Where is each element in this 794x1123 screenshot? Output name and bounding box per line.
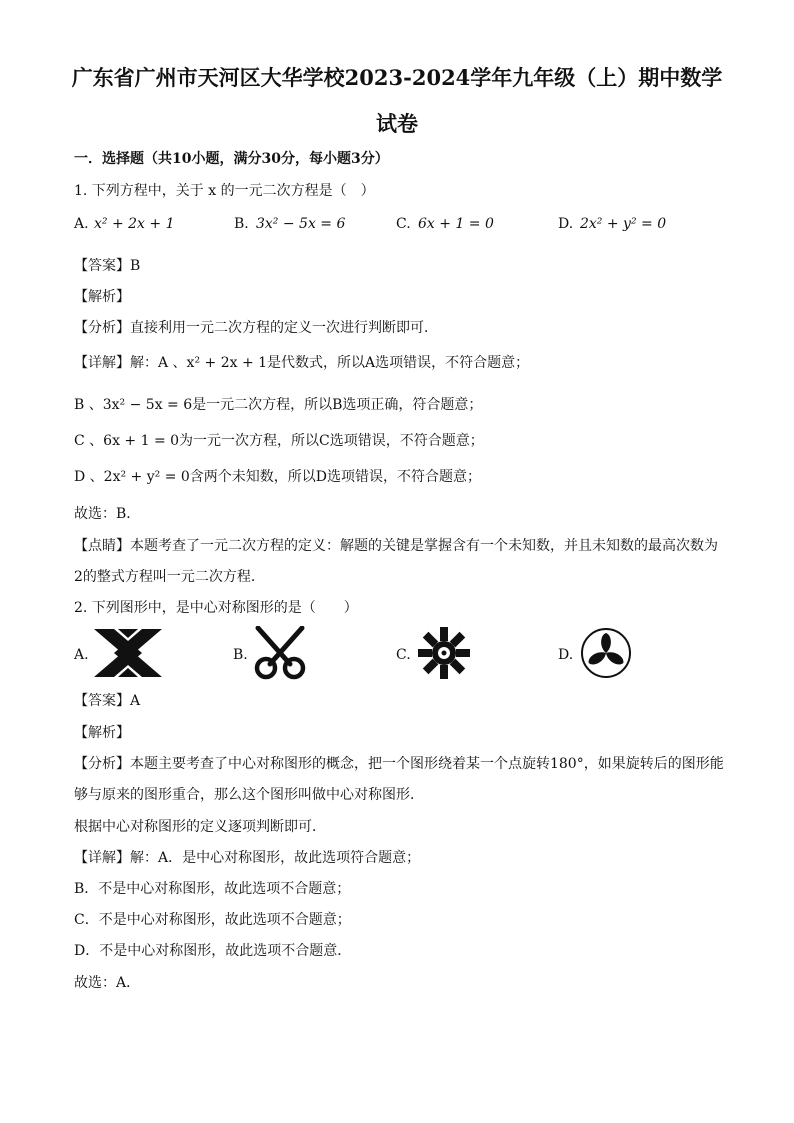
q1-option-d-label: D. — [558, 216, 574, 232]
page-title-continued: 试卷 — [376, 111, 418, 136]
q1-detail-c: C 、6x + 1 = 0为一元一次方程，所以C选项错误，不符合题意； — [74, 433, 484, 449]
q1-option-a-label: A. — [74, 216, 89, 232]
double-x-logo-icon — [92, 627, 164, 679]
q1-option-b: 3x² − 5x = 6 — [256, 216, 346, 232]
q1-option-c-label: C. — [396, 216, 411, 232]
q2-option-a-label: A. — [74, 647, 89, 663]
q1-option-a: x² + 2x + 1 — [94, 216, 175, 232]
q1-detail-d: D 、2x² + y² = 0含两个未知数，所以D选项错误，不符合题意； — [74, 469, 482, 485]
q2-detail-b: B．不是中心对称图形，故此选项不合题意； — [74, 881, 351, 897]
q1-dianjing-1: 【点睛】本题考查了一元二次方程的定义：解题的关键是掌握含有一个未知数，并且未知数的最高次数为 — [74, 538, 718, 554]
q2-detail-d: D．不是中心对称图形，故此选项不合题意． — [74, 943, 352, 959]
q2-choose: 故选：A． — [74, 975, 141, 991]
q1-dianjing-2: 2的整式方程叫一元二次方程． — [74, 569, 265, 585]
q1-answer: 【答案】B — [74, 258, 141, 274]
q2-jiexi: 【解析】 — [74, 725, 130, 741]
gear-flower-icon — [416, 626, 472, 680]
q1-detail-b: B 、3x² − 5x = 6是一元二次方程，所以B选项正确，符合题意； — [74, 397, 483, 413]
scissors-icon — [252, 626, 308, 680]
q2-fenxi-3: 根据中心对称图形的定义逐项判断即可． — [74, 819, 326, 835]
q1-detail-a: 【详解】解：A 、x² + 2x + 1是代数式，所以A选项错误，不符合题意； — [74, 355, 530, 371]
q2-option-b-label: B. — [233, 647, 248, 663]
three-petal-circle-icon — [578, 626, 634, 680]
q1-option-b-label: B. — [234, 216, 249, 232]
q2-detail-c: C．不是中心对称图形，故此选项不合题意； — [74, 912, 351, 928]
q2-option-d-label: D. — [558, 647, 574, 663]
q1-choose: 故选：B． — [74, 506, 141, 522]
q2-detail-a: 【详解】解：A．是中心对称图形，故此选项符合题意； — [74, 850, 421, 866]
page-title: 广东省广州市天河区大华学校2023-2024学年九年级（上）期中数学 — [71, 65, 723, 90]
q1-option-d: 2x² + y² = 0 — [580, 216, 667, 232]
q2-option-c-label: C. — [396, 647, 411, 663]
q2-fenxi-1: 【分析】本题主要考查了中心对称图形的概念，把一个图形绕着某一个点旋转180°，如果旋转后的图形能 — [74, 756, 724, 772]
q1-stem: 1. 下列方程中，关于 x 的一元二次方程是（ ） — [74, 183, 375, 199]
q2-answer: 【答案】A — [74, 693, 141, 709]
q1-option-c: 6x + 1 = 0 — [418, 216, 494, 232]
q2-stem: 2. 下列图形中，是中心对称图形的是（ ） — [74, 600, 358, 616]
q1-jiexi: 【解析】 — [74, 289, 130, 305]
section-heading: 一．选择题（共10小题，满分30分，每小题3分） — [74, 151, 389, 167]
q1-fenxi: 【分析】直接利用一元二次方程的定义一次进行判断即可． — [74, 320, 438, 336]
q2-fenxi-2: 够与原来的图形重合，那么这个图形叫做中心对称图形． — [74, 787, 424, 803]
